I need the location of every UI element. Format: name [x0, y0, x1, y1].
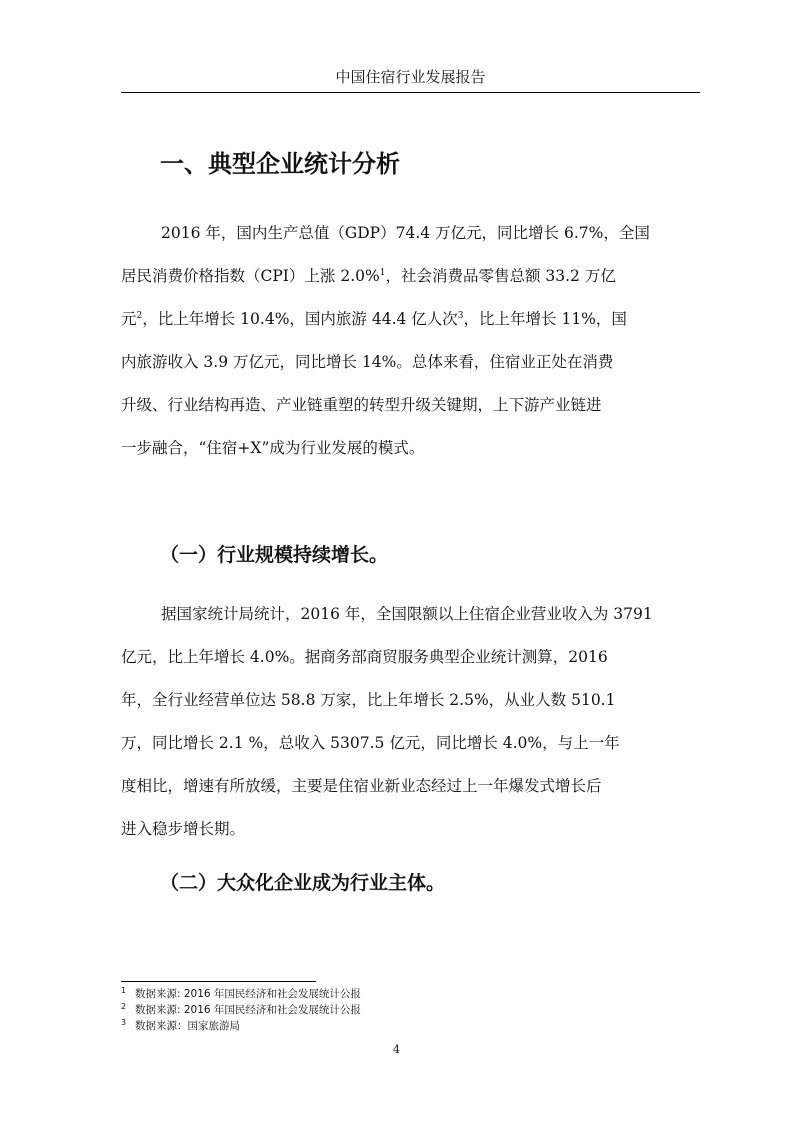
- paragraph-line: 进入稳步增长期。: [121, 820, 246, 838]
- paragraph-line: 年，全行业经营单位达 58.8 万家，比上年增长 2.5%，从业人数 510.1: [121, 691, 616, 709]
- footnote-text: 数据来源: 2016 年国民经济和社会发展统计公报: [135, 988, 361, 1000]
- paragraph-line: 一步融合，“住宿+X”成为行业发展的模式。: [121, 439, 425, 457]
- paragraph-line: 内旅游收入 3.9 万亿元，同比增长 14%。总体来看，住宿业正处在消费: [121, 353, 614, 371]
- paragraph-line: [121, 298, 700, 341]
- subsection-title-mass-market: （二）大众化企业成为行业主体。: [160, 872, 446, 894]
- paragraph-line: 据国家统计局统计，2016 年，全国限额以上住宿企业营业收入为 3791: [161, 605, 653, 623]
- footnote-1: $^1$ 数据来源: 2016 年国民经济和社会发展统计公报: [121, 985, 361, 1000]
- text-run: 居民消费价格指数（CPI）上涨 2.0%: [121, 267, 380, 285]
- footnote-2: $^2$ 数据来源: 2016 年国民经济和社会发展统计公报: [121, 1001, 361, 1016]
- running-header: 中国住宿行业发展报告: [121, 66, 700, 93]
- text-run: ，比上年增长 11%，国: [463, 310, 627, 328]
- paragraph-line: 亿元，比上年增长 4.0%。据商务部商贸服务典型企业统计测算，2016: [121, 648, 608, 666]
- paragraph-line: 升级、行业结构再造、产业链重塑的转型升级关键期，上下游产业链进: [121, 396, 602, 414]
- section-title: 一、典型企业统计分析: [160, 150, 400, 178]
- paragraph-line: 万，同比增长 2.1 %，总收入 5307.5 亿元，同比增长 4.0%，与上一年: [121, 734, 620, 752]
- paragraph-industry-scale: [121, 593, 700, 851]
- footnote-ref-1[interactable]: 1: [379, 267, 386, 278]
- footnote-text: 数据来源：国家旅游局: [135, 1020, 240, 1032]
- text-run: 元: [121, 310, 137, 328]
- paragraph-line: [121, 255, 700, 298]
- text-run: ，社会消费品零售总额 33.2 万亿: [385, 267, 616, 285]
- footnote-3: $^3$ 数据来源：国家旅游局: [121, 1017, 240, 1032]
- paragraph-line: 度相比，增速有所放缓，主要是住宿业新业态经过上一年爆发式增长后: [121, 777, 602, 795]
- paragraph-line: 2016 年，国内生产总值（GDP）74.4 万亿元，同比增长 6.7%，全国: [161, 224, 650, 242]
- footnote-text: 数据来源: 2016 年国民经济和社会发展统计公报: [135, 1004, 361, 1016]
- page-number: 4: [393, 1043, 400, 1056]
- subsection-title-industry-scale: （一）行业规模持续增长。: [160, 544, 389, 566]
- paragraph-economy-overview: [121, 212, 700, 470]
- footnote-ref-2[interactable]: 2: [136, 310, 143, 321]
- footnote-ref-3[interactable]: 3: [457, 310, 464, 321]
- footnotes: [121, 986, 700, 1034]
- footnote-separator: [121, 981, 316, 982]
- text-run: ，比上年增长 10.4%，国内旅游 44.4 亿人次: [142, 310, 458, 328]
